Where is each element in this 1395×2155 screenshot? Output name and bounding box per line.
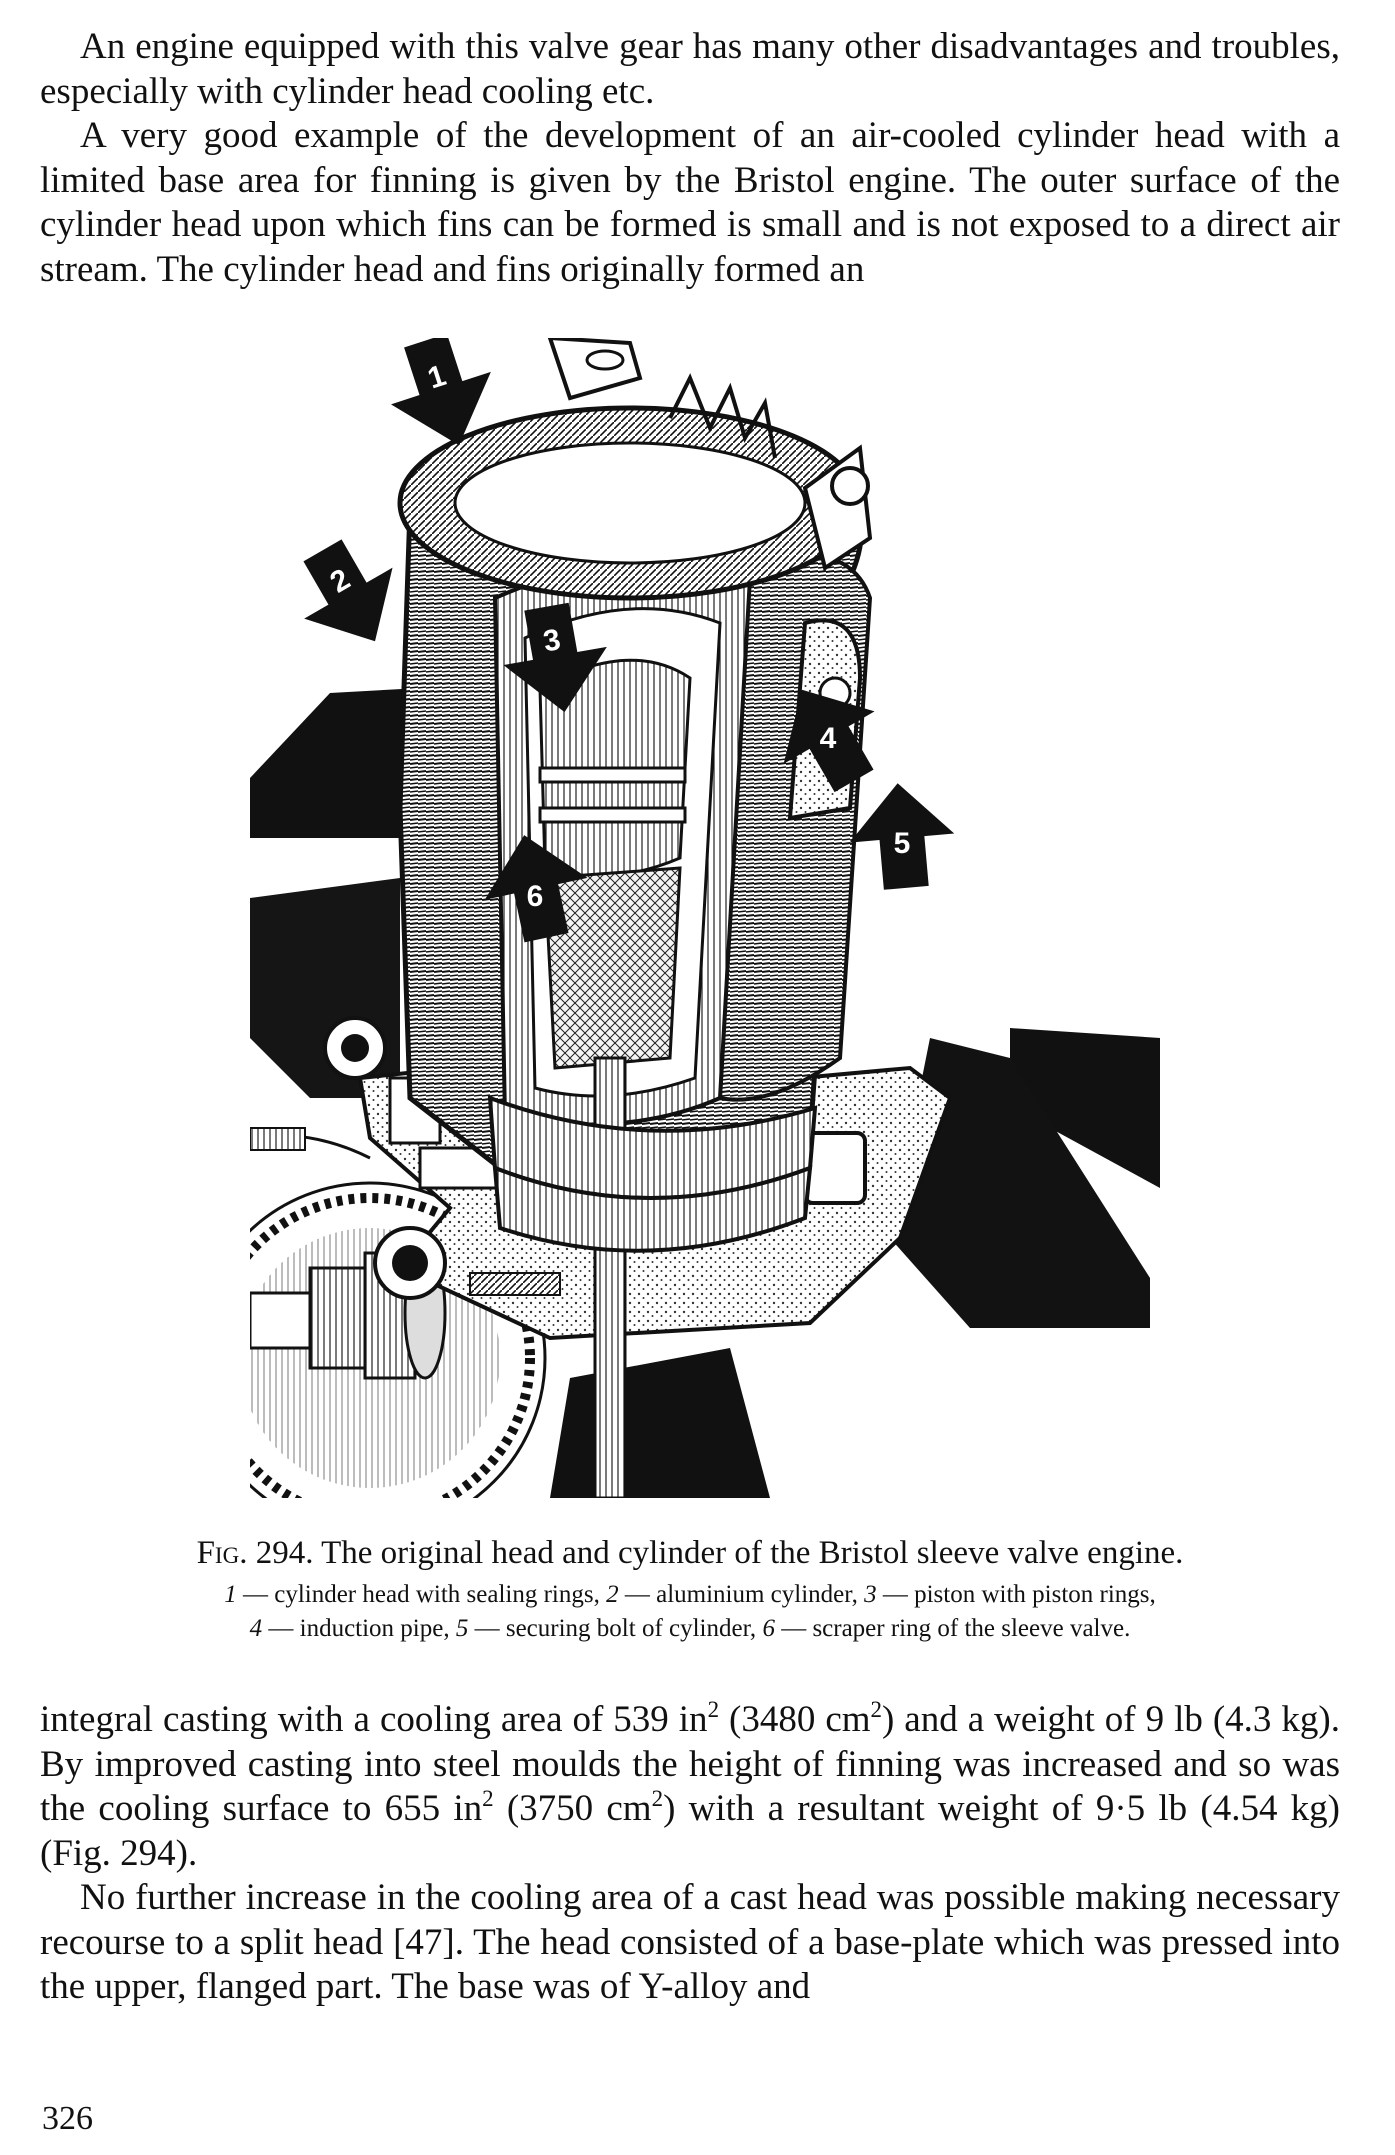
figure-caption-title: [40, 1533, 1340, 1573]
arrow-label-1: 1: [423, 359, 450, 396]
legend-number: 2: [606, 1581, 619, 1608]
paragraph-3: integral casting with a cooling area of 539 $in^2$ (3480 $cm^2$) and a weight of 9 lb (4.3 kg). By improved casting into steel moulds the height of finning was increased and so was the cooling surface to 655 $in^2$ (3750 $cm^2$) with a resultant weight of 9·5 lb (4.54 kg) (Fig. 294).: [40, 1696, 1340, 1874]
page-number: 326: [42, 2100, 93, 2137]
figure-title: The original head and cylinder of the Bristol sleeve valve engine.: [321, 1535, 1184, 1571]
legend-number: 1: [224, 1581, 237, 1608]
arrow-label-3: 3: [540, 623, 564, 659]
paragraph-2-text: A very good example of the development of an air-cooled cylinder head with a limited base area for finning is given by the Bristol engine. The outer surface of the cylinder head upon which fins can be formed is small and is not exposed to a direct air stream. The cylinder head and fins originally formed an: [40, 115, 1340, 290]
arrow-label-4: 4: [819, 722, 837, 755]
paragraph-1-text: An engine equipped with this valve gear has many other disadvantages and troubles, especially with cylinder head cooling etc.: [40, 26, 1340, 112]
legend-number: 5: [455, 1615, 469, 1642]
legend-number: 3: [864, 1581, 877, 1608]
engine-cylinder-illustration: [250, 338, 1160, 1498]
legend-text: scraper ring of the sleeve valve.: [812, 1615, 1131, 1642]
arrow-label-5: 5: [893, 827, 911, 860]
legend-text: aluminium cylinder,: [656, 1581, 858, 1608]
cylinder-head: [400, 338, 870, 598]
legend-text: cylinder head with sealing rings,: [274, 1581, 600, 1608]
cylinder-drawing: [250, 338, 1160, 1498]
paragraph-2: [40, 114, 1340, 292]
arrow-label-2: 2: [324, 562, 356, 600]
figure-legend: 1 — cylinder head with sealing rings, 2 — aluminium cylinder, 3 — piston with piston rings, 4 — induction pipe, 5 — securing bolt of cylinder, 6 — scraper ring of the sleeve valve.: [224, 1581, 1156, 1642]
legend-text: piston with piston rings,: [914, 1581, 1156, 1608]
figure-label: Fig.: [196, 1535, 248, 1571]
paragraph-1: [40, 25, 1340, 114]
arrow-label-6: 6: [526, 880, 544, 913]
paragraph-4-text: No further increase in the cooling area of a cast head was possible making necessary recourse to a split head [47]. The head consisted of a base-plate which was pressed into the upper, flanged part. The base was of Y-alloy and: [40, 1877, 1340, 2007]
callout-arrow-5: [845, 779, 959, 893]
legend-number: 6: [762, 1615, 775, 1642]
figure-number: 294.: [255, 1535, 314, 1571]
legend-text: securing bolt of cylinder,: [505, 1615, 757, 1642]
callout-arrow-2: [279, 524, 420, 666]
legend-text: induction pipe,: [299, 1615, 450, 1642]
legend-number: 4: [249, 1615, 263, 1642]
paragraph-4: [40, 1876, 1340, 2010]
